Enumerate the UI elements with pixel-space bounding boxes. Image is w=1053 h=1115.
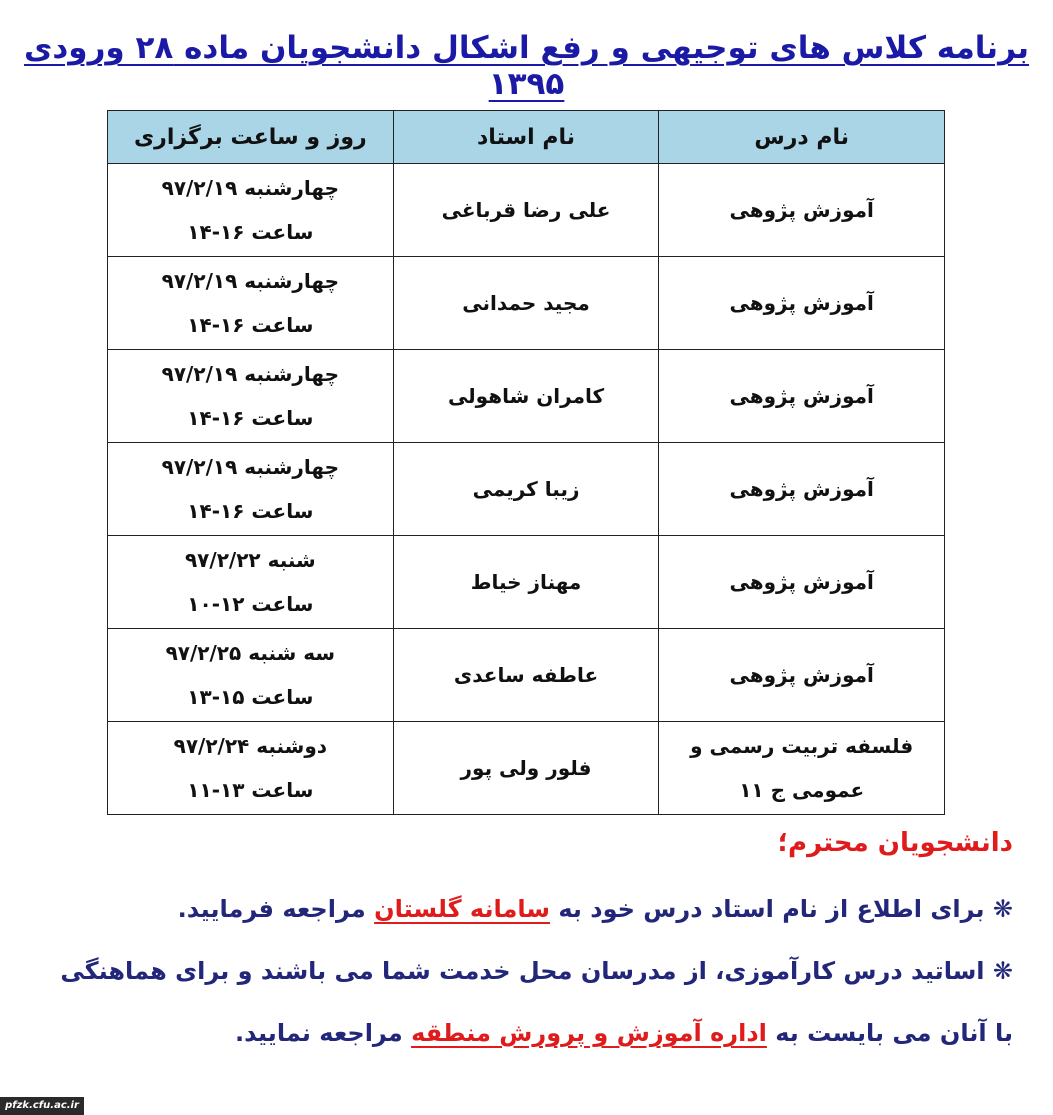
- course-cell: [659, 257, 945, 350]
- course-cell: [659, 443, 945, 536]
- note-text: با آنان می بایست به: [775, 1019, 1013, 1047]
- teacher-cell: مجید حمدانی: [393, 257, 659, 350]
- greeting: دانشجویان محترم؛: [777, 828, 1013, 858]
- class-hours: ساعت ۱۶-۱۴: [187, 220, 314, 244]
- class-hours: ساعت ۱۳-۱۱: [187, 778, 314, 802]
- time-cell: [108, 443, 394, 536]
- class-hours: ساعت ۱۲-۱۰: [187, 592, 314, 616]
- site-logo: pfzk.cfu.ac.ir: [0, 1097, 84, 1115]
- class-hours: ساعت ۱۵-۱۳: [187, 685, 314, 709]
- class-hours: ساعت ۱۶-۱۴: [187, 499, 314, 523]
- class-date: شنبه ۹۷/۲/۲۲: [184, 548, 316, 572]
- class-date: چهارشنبه ۹۷/۲/۱۹: [161, 269, 340, 293]
- table-row: [108, 722, 945, 815]
- time-cell: [108, 350, 394, 443]
- schedule-table: [107, 110, 945, 815]
- table-row: [108, 350, 945, 443]
- course-cell: [659, 629, 945, 722]
- teacher-cell: کامران شاهولی: [393, 350, 659, 443]
- education-office-link[interactable]: اداره آموزش و پرورش منطقه: [411, 1019, 767, 1047]
- course-cell: [659, 722, 945, 815]
- teacher-cell: فلور ولی پور: [393, 722, 659, 815]
- table-row: [108, 164, 945, 257]
- table-row: [108, 536, 945, 629]
- class-date: سه شنبه ۹۷/۲/۲۵: [165, 641, 336, 665]
- course-name: آموزش پژوهی: [729, 384, 874, 408]
- page-title-text: برنامه کلاس های توجیهی و رفع اشکال دانشجویان ماده ۲۸ ورودی ۱۳۹۵: [23, 30, 1029, 102]
- time-cell: [108, 164, 394, 257]
- course-cell: [659, 164, 945, 257]
- header-course: نام درس: [659, 111, 945, 164]
- note-internship: [33, 940, 1013, 1064]
- bullet-icon: ❋: [992, 957, 1013, 985]
- note-text: اساتید درس کارآموزی، از مدرسان محل خدمت شما می باشند و برای هماهنگی: [60, 957, 985, 985]
- header-time: روز و ساعت برگزاری: [108, 111, 394, 164]
- notes-section: [33, 828, 1013, 1064]
- class-date: چهارشنبه ۹۷/۲/۱۹: [161, 455, 340, 479]
- class-hours: ساعت ۱۶-۱۴: [187, 406, 314, 430]
- table-header-row: [108, 111, 945, 164]
- course-name: آموزش پژوهی: [729, 570, 874, 594]
- class-date: دوشنبه ۹۷/۲/۲۴: [173, 734, 328, 758]
- teacher-cell: عاطفه ساعدی: [393, 629, 659, 722]
- teacher-cell: زیبا کریمی: [393, 443, 659, 536]
- bullet-icon: ❋: [992, 895, 1013, 923]
- table-row: [108, 443, 945, 536]
- time-cell: [108, 722, 394, 815]
- teacher-cell: مهناز خیاط: [393, 536, 659, 629]
- class-date: چهارشنبه ۹۷/۲/۱۹: [161, 362, 340, 386]
- time-cell: [108, 536, 394, 629]
- course-name: آموزش پژوهی: [729, 663, 874, 687]
- time-cell: [108, 257, 394, 350]
- course-name: آموزش پژوهی: [729, 198, 874, 222]
- note-golestan: [33, 878, 1013, 940]
- header-teacher: نام استاد: [393, 111, 659, 164]
- course-name: فلسفه تربیت رسمی و: [690, 734, 914, 758]
- course-name: آموزش پژوهی: [729, 477, 874, 501]
- note-text: مراجعه نمایید.: [235, 1019, 403, 1047]
- table-row: [108, 629, 945, 722]
- class-date: چهارشنبه ۹۷/۲/۱۹: [161, 176, 340, 200]
- course-cell: [659, 350, 945, 443]
- page-title: [0, 30, 1053, 102]
- time-cell: [108, 629, 394, 722]
- course-name-continued: عمومی ج ۱۱: [739, 778, 865, 802]
- teacher-cell: علی رضا قرباغی: [393, 164, 659, 257]
- class-hours: ساعت ۱۶-۱۴: [187, 313, 314, 337]
- golestan-link[interactable]: سامانه گلستان: [374, 895, 550, 923]
- note-text: مراجعه فرمایید.: [177, 895, 366, 923]
- course-name: آموزش پژوهی: [729, 291, 874, 315]
- note-text: برای اطلاع از نام استاد درس خود به: [558, 895, 985, 923]
- table-row: [108, 257, 945, 350]
- course-cell: [659, 536, 945, 629]
